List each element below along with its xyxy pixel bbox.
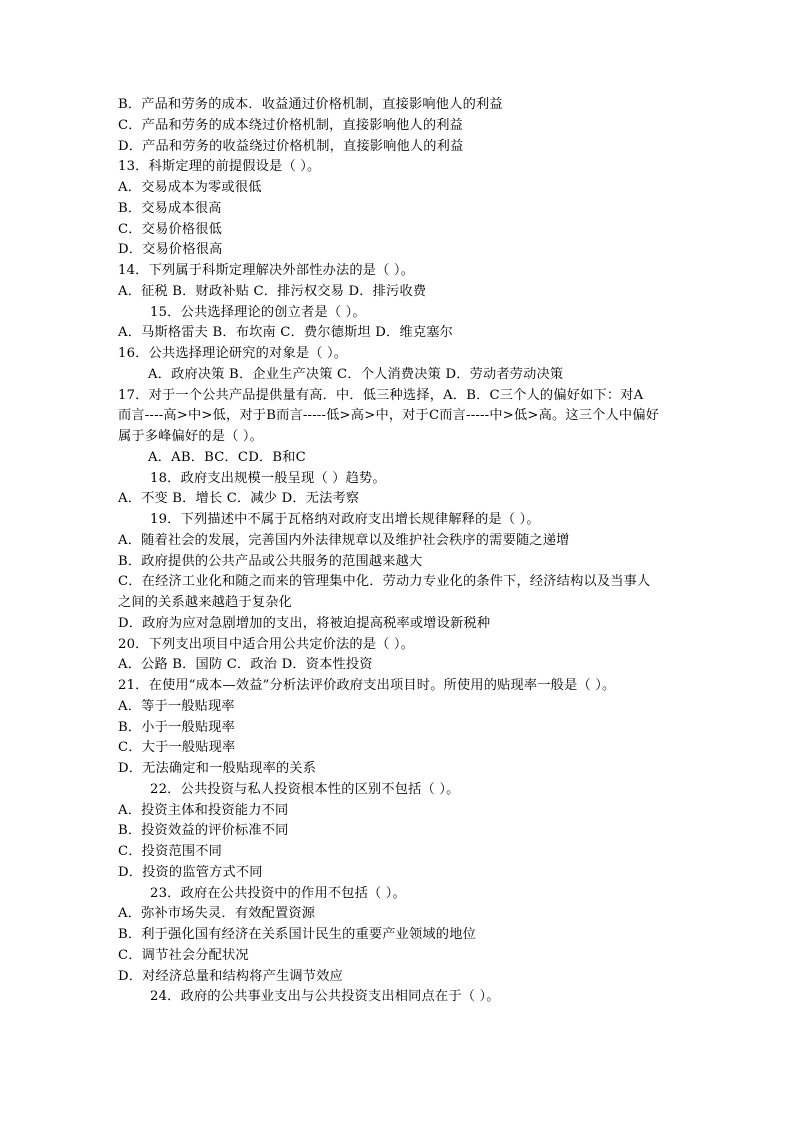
text-line: B．利于强化国有经济在关系国计民生的重要产业领域的地位 xyxy=(118,927,476,942)
text-line: 23．政府在公共投资中的作用不包括（ ）。 xyxy=(150,885,406,901)
text-line: C．产品和劳务的成本绕过价格机制，直接影响他人的利益 xyxy=(118,117,463,133)
text-line: A．等于一般贴现率 xyxy=(118,698,235,714)
text-line: B．投资效益的评价标准不同 xyxy=(118,823,289,839)
text-line: 14．下列属于科斯定理解决外部性办法的是（ ）。 xyxy=(118,263,415,278)
text-line: A．AB．BC．CD．B和C xyxy=(148,449,306,465)
text-line: 15．公共选择理论的创立者是（ ）。 xyxy=(150,304,366,320)
text-line: A．政府决策 B．企业生产决策 C．个人消费决策 D．劳动者劳动决策 xyxy=(148,366,564,382)
text-line: 24．政府的公共事业支出与公共投资支出相同点在于（ ）。 xyxy=(150,989,500,1005)
text-line: 13．科斯定理的前提假设是（ ）。 xyxy=(118,159,321,175)
text-line: C．交易价格很低 xyxy=(118,221,223,237)
text-line: 18．政府支出规模一般呈现（ ）趋势。 xyxy=(150,470,386,486)
text-line: 21．在使用“成本—效益”分析法评价政府支出项目时。所使用的贴现率一般是（ ）。 xyxy=(118,678,616,693)
text-line: 20．下列支出项目中适合用公共定价法的是（ ）。 xyxy=(118,636,415,652)
text-line: D．政府为应对急剧增加的支出，将被迫提高税率或增设新税种 xyxy=(118,615,491,631)
text-line: C．大于一般贴现率 xyxy=(118,740,236,756)
text-line: B．产品和劳务的成本．收益通过价格机制，直接影响他人的利益 xyxy=(118,97,503,112)
text-line: 属于多峰偏好的是（ ）。 xyxy=(118,429,264,444)
text-line: A．随着社会的发展，完善国内外法律规章以及维护社会秩序的需要随之递增 xyxy=(118,532,570,548)
text-line: B．交易成本很高 xyxy=(118,200,222,216)
text-line: D．交易价格很高 xyxy=(118,242,223,258)
text-line: 16．公共选择理论研究的对象是（ ）。 xyxy=(118,346,348,361)
text-line: 而言----高>中>低，对于B而言-----低>高>中，对于C而言-----中>低>高。这三个人中偏好 xyxy=(118,408,660,424)
text-line: C．投资范围不同 xyxy=(118,844,223,859)
text-line: D．对经济总量和结构将产生调节效应 xyxy=(118,968,343,984)
text-line: C．调节社会分配状况 xyxy=(118,947,249,963)
text-line: A．马斯格雷夫 B．布坎南 C．费尔德斯坦 D．维克塞尔 xyxy=(118,325,453,341)
text-line: A．征税 B．财政补贴 C．排污权交易 D．排污收费 xyxy=(118,283,427,299)
text-line: 17．对于一个公共产品提供量有高．中．低三种选择，A．B．C三个人的偏好如下：对A xyxy=(118,387,644,403)
text-line: 19．下列描述中不属于瓦格纳对政府支出增长规律解释的是（ ）。 xyxy=(150,512,540,527)
text-line: C．在经济工业化和随之而来的管理集中化．劳动力专业化的条件下，经济结构以及当事人 xyxy=(118,574,651,590)
document-page xyxy=(118,95,678,1008)
text-line: A．不变 B．增长 C．减少 D．无法考察 xyxy=(118,491,360,507)
text-line: A．公路 B．国防 C．政治 D．资本性投资 xyxy=(118,657,373,673)
text-line: B．政府提供的公共产品或公共服务的范围越来越大 xyxy=(118,553,423,569)
text-line: A．弥补市场失灵．有效配置资源 xyxy=(118,906,316,922)
text-line: D．无法确定和一般贴现率的关系 xyxy=(118,761,317,776)
text-line: D．投资的监管方式不同 xyxy=(118,864,263,880)
text-line: B．小于一般贴现率 xyxy=(118,719,235,735)
text-line: 之间的关系越来越趋于复杂化 xyxy=(118,595,293,610)
text-line: D．产品和劳务的收益绕过价格机制，直接影响他人的利益 xyxy=(118,138,464,154)
text-line: A．投资主体和投资能力不同 xyxy=(118,802,289,818)
text-line: A．交易成本为零或很低 xyxy=(118,180,262,195)
text-line: 22．公共投资与私人投资根本性的区别不包括（ ）。 xyxy=(150,781,460,797)
